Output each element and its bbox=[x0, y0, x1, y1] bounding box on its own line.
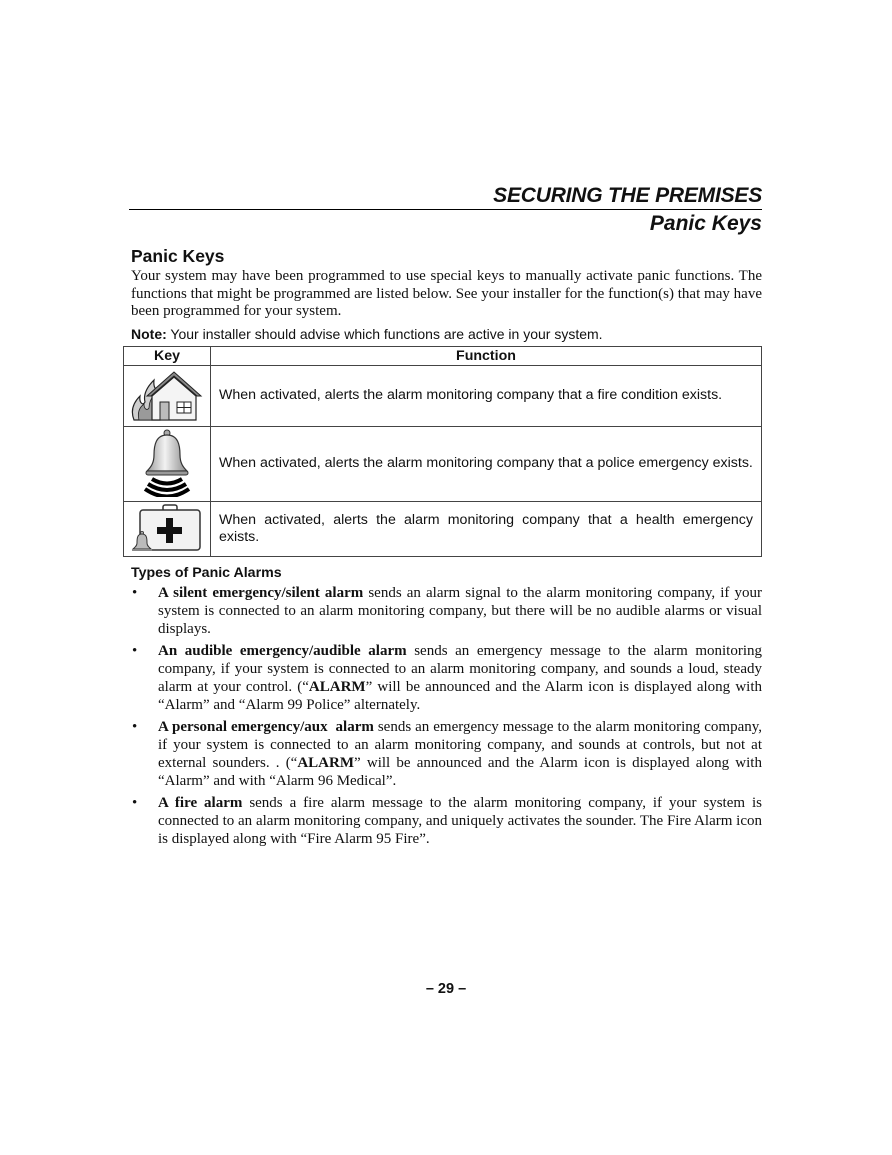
table-row bbox=[124, 427, 762, 502]
alarm-type-description-cont: ” will be announced and the Alarm icon is displayed along with “Alarm” and with “Alarm 96 Medical”. bbox=[158, 755, 762, 789]
intro-section bbox=[131, 245, 762, 343]
key-column-header: Key bbox=[124, 347, 211, 366]
page-number: – 29 – bbox=[425, 981, 467, 997]
alarm-type-name: A fire alarm bbox=[158, 795, 243, 811]
fire-house-icon bbox=[124, 366, 211, 427]
note-label: Note: bbox=[131, 325, 167, 342]
section-title: Panic Keys bbox=[649, 212, 762, 235]
list-item bbox=[131, 642, 762, 714]
alarm-type-name: An audible emergency/audible alarm bbox=[158, 643, 407, 659]
intro-paragraph: Your system may have been programmed to use special keys to manually activate panic functions. The functions that might be programmed are listed below. See your installer for the function(s) that may have been programmed for your system. bbox=[131, 268, 762, 319]
note-text: Your installer should advise which functions are active in your system. bbox=[166, 325, 603, 342]
alarm-announcement: ALARM bbox=[297, 755, 355, 771]
alarm-types-list bbox=[131, 584, 762, 848]
alarm-type-description: sends an alarm signal to the alarm monitoring company, if your system is connected to an alarm monitoring company, but there will be no audible alarms or visual displays. bbox=[158, 585, 762, 637]
panic-keys-table bbox=[123, 346, 762, 557]
fire-function-text: When activated, alerts the alarm monitoring company that a fire condition exists. bbox=[211, 366, 762, 427]
types-heading: Types of Panic Alarms bbox=[131, 565, 282, 581]
police-function-text: When activated, alerts the alarm monitoring company that a police emergency exists. bbox=[211, 427, 762, 502]
bullet: • bbox=[132, 795, 138, 811]
alarm-type-description: sends an emergency message to the alarm monitoring company, if your system is connected to an alarm monitoring company, and sounds a loud, steady alarm at your control. (“ bbox=[158, 643, 762, 695]
health-function-text: When activated, alerts the alarm monitoring company that a health emergency exists. bbox=[211, 502, 762, 557]
table-row bbox=[124, 502, 762, 557]
bullet: • bbox=[132, 585, 138, 601]
panic-alarm-types bbox=[131, 564, 762, 852]
chapter-title: SECURING THE PREMISES bbox=[493, 184, 762, 207]
alarm-type-name: A silent emergency/silent alarm bbox=[158, 585, 364, 601]
bullet: • bbox=[132, 643, 138, 659]
table-row bbox=[124, 366, 762, 427]
alarm-type-description: sends a fire alarm message to the alarm monitoring company, if your system is connected to an alarm monitoring company, and uniquely activates the sounder. The Fire Alarm icon is displayed along with “Fire Alarm 95 Fire”. bbox=[158, 795, 762, 847]
bullet: • bbox=[132, 719, 138, 735]
alarm-type-name: A personal emergency/aux alarm bbox=[158, 719, 374, 735]
intro-heading: Panic Keys bbox=[131, 246, 225, 266]
police-bell-icon bbox=[124, 427, 211, 502]
page-header bbox=[129, 183, 762, 238]
table-header-row bbox=[124, 347, 762, 366]
alarm-type-description: sends an emergency message to the alarm monitoring company, if your system is connected to an alarm monitoring company, and sounds at controls, but not at external sounders. . (“ bbox=[158, 719, 763, 771]
list-item bbox=[131, 794, 762, 848]
list-item bbox=[131, 718, 762, 790]
function-column-header: Function bbox=[211, 347, 762, 366]
medical-kit-icon bbox=[124, 502, 211, 557]
alarm-type-description-cont: ” will be announced and the Alarm icon is displayed along with “Alarm” and “Alarm 99 Police” alternately. bbox=[158, 679, 762, 713]
list-item bbox=[131, 584, 762, 638]
alarm-announcement: ALARM bbox=[308, 679, 366, 695]
installer-note bbox=[131, 325, 762, 343]
